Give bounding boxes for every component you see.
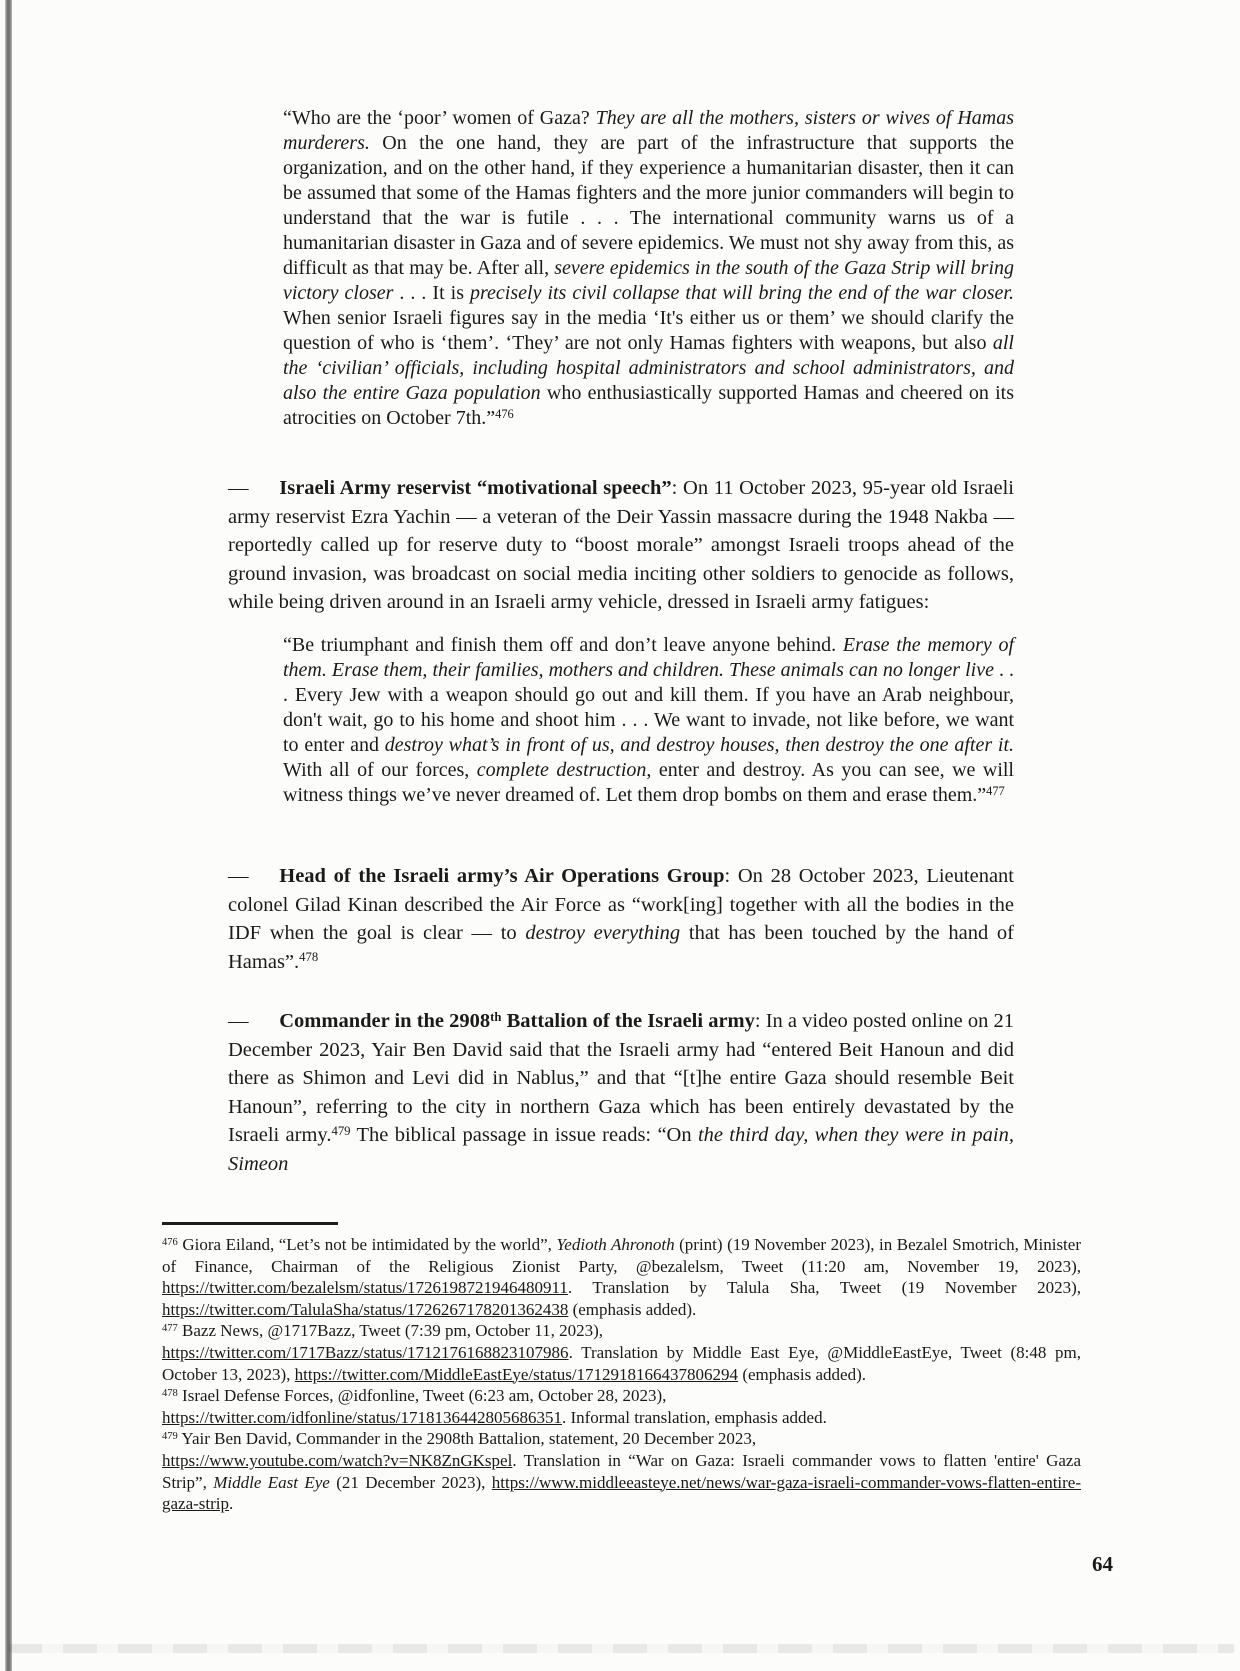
footnote-marker: 477 xyxy=(986,783,1005,798)
text-segment: Yair Ben David, Commander in the 2908th Battalion, statement, 20 December 2023, xyxy=(177,1429,757,1449)
text-segment: Bazz News, @1717Bazz, Tweet (7:39 pm, October 11, 2023), xyxy=(177,1321,603,1341)
text-segment: : In a video posted online on 21 December 2023, Yair Ben David said that the Israeli army had “entered Beit Hanoun and did there as Shimon and Levi did in Nablus,” and that “[t]he entire Gaza should resemble Beit Hanoun”, referring to the city in northern Gaza which has been entirely devastated by the Israeli army. xyxy=(228,1010,1015,1147)
text-segment: They are all the mothers, sisters or wives of Hamas murderers. xyxy=(283,107,1014,154)
text-segment: who enthusiastically supported Hamas and cheered on its atrocities on October 7th.” xyxy=(283,382,1015,429)
text-segment: . . . It is xyxy=(393,282,470,304)
footnotes-section xyxy=(162,1234,1081,1515)
footnote-url: https://twitter.com/MiddleEastEye/status/1712918166437806294 xyxy=(294,1364,739,1384)
text-segment: that has been touched by the hand of Hamas”. xyxy=(228,922,1014,973)
footnote-marker: 479 xyxy=(162,1431,178,1443)
bullet-commander-2908-battalion xyxy=(228,1007,1014,1179)
footnote-url: https://www.youtube.com/watch?v=NK8ZnGKspel xyxy=(162,1450,513,1470)
footnote-url: https://twitter.com/idfonline/status/1718136442805686351 xyxy=(162,1407,562,1427)
text-segment: — xyxy=(228,1010,280,1032)
text-segment: the third day, when they were in pain, Simeon xyxy=(228,1124,1014,1175)
scan-edge-shadow xyxy=(5,0,12,1671)
text-segment: precisely its civil collapse that will bring the end of the war closer. xyxy=(470,282,1015,304)
text-segment: — xyxy=(228,865,280,887)
text-segment: With all of our forces, xyxy=(283,759,477,781)
text-segment: Israeli Army reservist “motivational speech” xyxy=(279,477,672,499)
text-segment: “Be triumphant and finish them off and don’t leave anyone behind. xyxy=(283,634,843,656)
bullet-israeli-army-reservist xyxy=(228,474,1014,617)
footnote-marker: th xyxy=(490,1009,502,1024)
text-segment: (print) (19 November 2023), in Bezalel Smotrich, Minister of Finance, Chairman of the Religious Zionist Party, @bezalelsm, Tweet (11:20 am, November 19, 2023), xyxy=(162,1235,1081,1276)
text-segment: (emphasis added). xyxy=(568,1299,697,1319)
bullet-air-operations-group xyxy=(228,862,1014,976)
footnote-marker: 478 xyxy=(162,1387,178,1399)
text-segment: destroy what’s in front of us, and destroy houses, then destroy the one after it. xyxy=(384,734,1015,756)
text-segment: . xyxy=(229,1494,234,1514)
text-segment: Middle East Eye xyxy=(213,1472,330,1492)
quote-block-gaza-women xyxy=(283,106,1014,431)
text-segment: . Translation by Talula Sha, Tweet (19 November 2023), xyxy=(567,1278,1081,1298)
text-segment: : On 28 October 2023, Lieutenant colonel Gilad Kinan described the Air Force as “work[ing] together with all the bodies in the IDF when the goal is clear — to xyxy=(228,865,1014,945)
footnote-url: https://twitter.com/TalulaSha/status/1726267178201362438 xyxy=(162,1299,569,1319)
footnote-url: https://twitter.com/1717Bazz/status/1712176168823107986 xyxy=(162,1342,569,1362)
footnote-marker: 478 xyxy=(299,950,319,965)
quote-block-be-triumphant xyxy=(283,633,1014,808)
scan-artifact-band xyxy=(8,1644,1234,1653)
text-segment: severe epidemics in the south of the Gaza Strip will bring victory closer xyxy=(283,257,1014,304)
footnote-marker: 476 xyxy=(495,406,514,421)
text-segment: Yedioth Ahronoth xyxy=(556,1235,675,1254)
text-segment: Giora Eiland, “Let’s not be intimidated by the world”, xyxy=(177,1235,557,1254)
footnote-marker: 479 xyxy=(331,1124,351,1139)
footnote-url: https://www.middleeasteye.net/news/war-gaza-israeli-commander-vows-flatten-entire-gaza-strip xyxy=(162,1472,1082,1514)
page-number: 64 xyxy=(1092,1552,1113,1576)
text-segment: (21 December 2023), xyxy=(329,1472,492,1492)
text-segment: all the ‘civilian’ officials, including hospital administrators and school administrators, and also the entire Gaza population xyxy=(283,332,1014,404)
text-segment: . . . Every Jew with a weapon should go out and kill them. If you have an Arab neighbour, don't wait, go to his home and shoot him . . . We want to invade, not like before, we want to enter and xyxy=(283,659,1014,756)
text-segment: Erase the memory of them. Erase them, their families, mothers and children. These animals can no longer live xyxy=(283,634,1014,681)
footnote-476 xyxy=(162,1234,1081,1320)
footnote-separator-rule xyxy=(162,1222,338,1225)
text-segment: — xyxy=(228,477,280,499)
text-segment: . Translation in “War on Gaza: Israeli commander vows to flatten 'entire' Gaza Strip”, xyxy=(162,1450,1081,1492)
text-segment: Head of the Israeli army’s Air Operations Group xyxy=(279,865,725,887)
footnote-479 xyxy=(162,1428,1081,1514)
text-segment: Battalion of the Israeli army xyxy=(501,1010,755,1032)
text-segment: . Translation by Middle East Eye, @MiddleEastEye, Tweet (8:48 pm, October 13, 2023), xyxy=(162,1342,1081,1384)
text-segment: The biblical passage in issue reads: “On xyxy=(350,1124,698,1147)
text-segment: . Informal translation, emphasis added. xyxy=(561,1407,827,1427)
text-segment: destroy everything xyxy=(525,922,681,945)
footnote-478 xyxy=(162,1385,1081,1428)
text-segment: complete destruction xyxy=(476,759,647,781)
text-segment: On the one hand, they are part of the infrastructure that supports the organization, and on the other hand, if they experience a humanitarian disaster, then it can be assumed that some of the Hamas fighters and the more junior commanders will begin to understand that the war is futile . . . The international community warns us of a humanitarian disaster in Gaza and of severe epidemics. We must not shy away from this, as difficult as that may be. After all, xyxy=(283,132,1014,279)
text-segment: , enter and destroy. As you can see, we will witness things we’ve never dreamed of. Let them drop bombs on them and erase them.” xyxy=(283,759,1014,806)
text-segment: Commander in the 2908 xyxy=(279,1010,491,1032)
text-segment: : On 11 October 2023, 95-year old Israeli army reservist Ezra Yachin — a veteran of the Deir Yassin massacre during the 1948 Nakba — reportedly called up for reserve duty to “boost morale” amongst Israeli troops ahead of the ground invasion, was broadcast on social media inciting other soldiers to genocide as follows, while being driven around in an Israeli army vehicle, dressed in Israeli army fatigues: xyxy=(228,477,1014,614)
text-segment: “Who are the ‘poor’ women of Gaza? xyxy=(283,107,596,129)
text-segment: (emphasis added). xyxy=(738,1364,866,1384)
footnote-marker: 477 xyxy=(162,1323,178,1335)
footnote-marker: 476 xyxy=(162,1236,178,1248)
footnote-477 xyxy=(162,1320,1081,1385)
text-segment: When senior Israeli figures say in the media ‘It's either us or them’ we should clarify the question of who is ‘them’. ‘They’ are not only Hamas fighters with weapons, but also xyxy=(283,307,1014,354)
text-segment: Israel Defense Forces, @idfonline, Tweet (6:23 am, October 28, 2023), xyxy=(177,1386,667,1406)
footnote-url: https://twitter.com/bezalelsm/status/1726198721946480911 xyxy=(162,1278,568,1298)
